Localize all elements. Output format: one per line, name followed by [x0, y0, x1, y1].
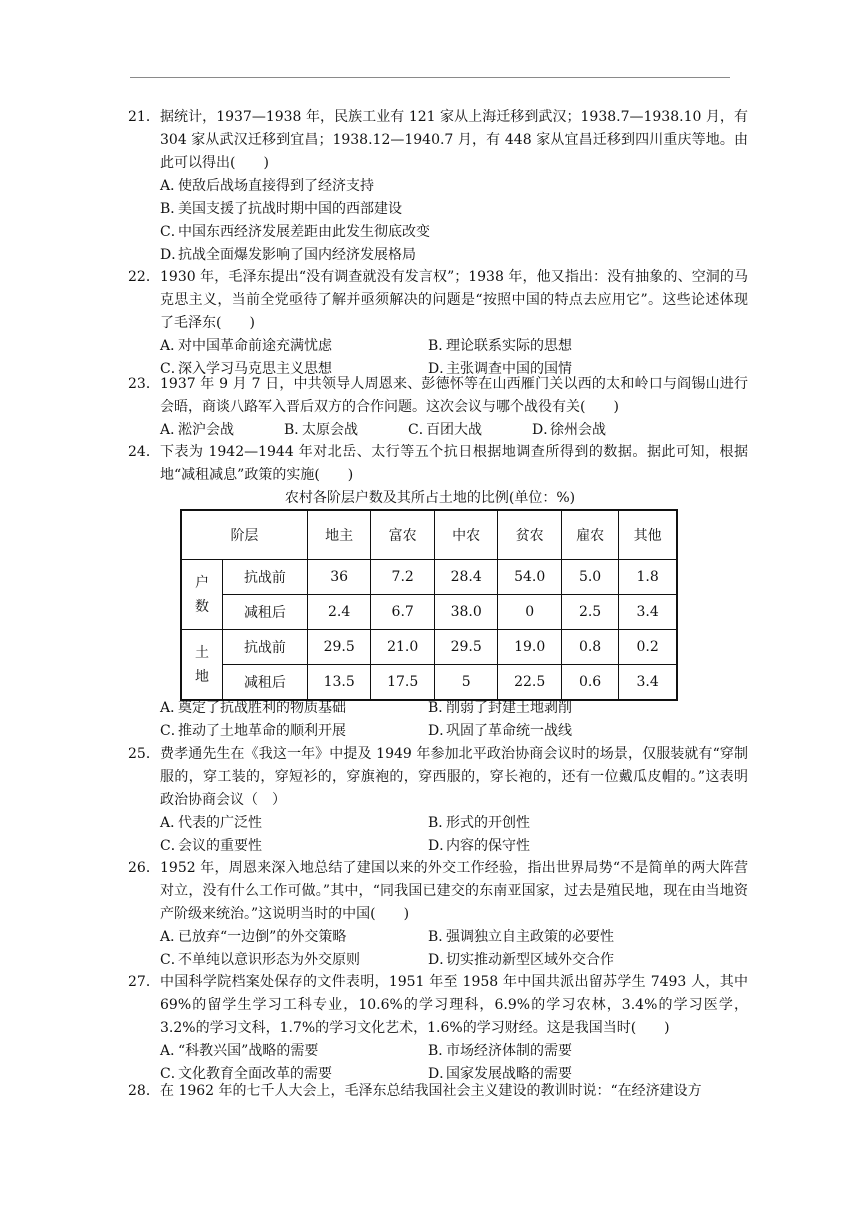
option-c[interactable]: C．会议的重要性: [160, 838, 262, 854]
option-a[interactable]: A．“科教兴国”战略的需要: [160, 1043, 319, 1059]
table-cell: 5: [434, 665, 498, 701]
question-24-options: [128, 697, 748, 743]
option-a[interactable]: A． 使敌后战场直接得到了经济支持: [160, 178, 374, 194]
table-cell: 0: [498, 595, 562, 630]
question-number: 21．: [128, 109, 160, 125]
table-cell: 19.0: [498, 630, 562, 665]
table-row: [181, 595, 677, 630]
table-row: [181, 665, 677, 701]
option-d[interactable]: D．切实推动新型区域外交合作: [428, 952, 614, 968]
question-number: 28．: [128, 1083, 160, 1099]
question-23: [128, 373, 748, 442]
header-rule: [130, 77, 730, 78]
question-28: [128, 1080, 748, 1103]
row-label: 抗战前: [223, 560, 308, 595]
table-cell: 29.5: [434, 630, 498, 665]
option-b[interactable]: B．削弱了封建土地剥削: [428, 700, 572, 716]
table-cell: 1.8: [619, 560, 677, 595]
question-number: 27．: [128, 974, 160, 990]
table-header-cell: 贫农: [498, 510, 562, 560]
table-cell: 0.8: [561, 630, 618, 665]
question-stem: 1937 年 9 月 7 日，中共领导人周恩来、彭德怀等在山西雁门关以西的太和岭口与阎锡山进行会晤，商谈八路军入晋后双方的合作问题。这次会议与哪个战役有关( ): [160, 376, 748, 415]
question-stem: 据统计，1937—1938 年，民族工业有 121 家从上海迁移到武汉；1938.7—1938.10 月，有 304 家从武汉迁移到宜昌；1938.12—1940.7 月，有 448 家从宜昌迁移到四川重庆等地。由此可以得出( ): [160, 109, 748, 171]
option-d[interactable]: D．徐州会战: [532, 422, 606, 438]
option-d[interactable]: D．主张调查中国的国情: [428, 361, 572, 377]
option-b[interactable]: B．形式的开创性: [428, 815, 530, 831]
table-cell: 2.4: [307, 595, 371, 630]
question-24: [128, 441, 748, 487]
question-stem: 在 1962 年的七千人大会上，毛泽东总结我国社会主义建设的教训时说：“在经济建设方: [160, 1083, 702, 1099]
options: [160, 697, 748, 743]
question-21: [128, 106, 748, 267]
option-c[interactable]: C．推动了土地革命的顺利开展: [160, 723, 346, 739]
table-cell: 2.5: [561, 595, 618, 630]
question-number: 23．: [128, 376, 160, 392]
option-c[interactable]: C．不单纯以意识形态为外交原则: [160, 952, 360, 968]
table-cell: 7.2: [371, 560, 435, 595]
table-header-cell: 地主: [307, 510, 371, 560]
question-stem: 1952 年，周恩来深入地总结了建国以来的外交工作经验，指出世界局势“不是简单的两大阵营对立，没有什么工作可做。”其中，“同我国已建交的东南亚国家，过去是殖民地，现在由当地资产阶级来统治。”这说明当时的中国( ): [160, 860, 748, 922]
table-cell: 3.4: [619, 595, 677, 630]
option-b[interactable]: B．理论联系实际的思想: [428, 338, 572, 354]
table-header-row: [181, 510, 677, 560]
table-cell: 28.4: [434, 560, 498, 595]
question-25: [128, 743, 748, 858]
question-stem: 中国科学院档案处保存的文件表明，1951 年至 1958 年中国共派出留苏学生 7493 人，其中 69%的留学生学习工科专业，10.6%的学习理科，6.9%的学习农林，3.4%的学习医学，3.2%的学习文科，1.7%的学习文化艺术，1.6%的学习财经。这是我国当时( ): [160, 974, 748, 1036]
table-cell: 29.5: [307, 630, 371, 665]
table-cell: 0.6: [561, 665, 618, 701]
table-cell: 6.7: [371, 595, 435, 630]
row-label: 减租后: [223, 595, 308, 630]
options: [160, 175, 748, 267]
options: [160, 926, 748, 972]
table-cell: 36: [307, 560, 371, 595]
table-cell: 38.0: [434, 595, 498, 630]
option-d[interactable]: D．国家发展战略的需要: [428, 1066, 572, 1082]
table-row: [181, 630, 677, 665]
table-cell: 0.2: [619, 630, 677, 665]
question-stem: 1930 年，毛泽东提出“没有调查就没有发言权”；1938 年，他又指出：没有抽象的、空洞的马克思主义，当前全党亟待了解并亟须解决的问题是“按照中国的特点去应用它”。这些论述体现了毛泽东( ): [160, 269, 748, 331]
question-22: [128, 266, 748, 381]
question-27: [128, 971, 748, 1086]
option-d[interactable]: D．内容的保守性: [428, 838, 530, 854]
question-26: [128, 857, 748, 972]
option-a[interactable]: A．淞沪会战: [160, 422, 234, 438]
options: [160, 419, 748, 442]
data-table: [180, 509, 678, 701]
option-c[interactable]: C． 中国东西经济发展差距由此发生彻底改变: [160, 224, 430, 240]
group-label: 户 数: [181, 560, 223, 630]
option-d[interactable]: D． 抗战全面爆发影响了国内经济发展格局: [160, 247, 416, 263]
table-cell: 13.5: [307, 665, 371, 701]
option-b[interactable]: B． 美国支援了抗战时期中国的西部建设: [160, 201, 402, 217]
table-header-cell: 其他: [619, 510, 677, 560]
question-number: 22．: [128, 269, 160, 285]
option-a[interactable]: A．已放弃“一边倒”的外交策略: [160, 929, 347, 945]
option-c[interactable]: C．文化教育全面改革的需要: [160, 1066, 332, 1082]
option-d[interactable]: D．巩固了革命统一战线: [428, 723, 572, 739]
row-label: 抗战前: [223, 630, 308, 665]
table-caption: 农村各阶层户数及其所占土地的比例(单位：%): [284, 490, 576, 506]
option-b[interactable]: B．市场经济体制的需要: [428, 1043, 572, 1059]
table-cell: 5.0: [561, 560, 618, 595]
group-label: 土 地: [181, 630, 223, 701]
option-a[interactable]: A．奠定了抗战胜利的物质基础: [160, 700, 346, 716]
option-b[interactable]: B．强调独立自主政策的必要性: [428, 929, 614, 945]
question-number: 26．: [128, 860, 160, 876]
table-cell: 17.5: [371, 665, 435, 701]
question-stem: 下表为 1942—1944 年对北岳、太行等五个抗日根据地调查所得到的数据。据此可知，根据地“减租减息”政策的实施( ): [160, 444, 748, 483]
option-b[interactable]: B．太原会战: [284, 422, 358, 438]
table-header-cell: 富农: [371, 510, 435, 560]
question-number: 24．: [128, 444, 160, 460]
option-c[interactable]: C．深入学习马克思主义思想: [160, 361, 332, 377]
option-c[interactable]: C．百团大战: [408, 422, 482, 438]
table-row: [181, 560, 677, 595]
options: [160, 812, 748, 858]
question-number: 25．: [128, 746, 160, 762]
table-cell: 21.0: [371, 630, 435, 665]
row-label: 减租后: [223, 665, 308, 701]
table-cell: 54.0: [498, 560, 562, 595]
table-header-cell: 雇农: [561, 510, 618, 560]
table-cell: 3.4: [619, 665, 677, 701]
option-a[interactable]: A．代表的广泛性: [160, 815, 262, 831]
table-header-cell: 中农: [434, 510, 498, 560]
table-cell: 22.5: [498, 665, 562, 701]
question-stem: 费孝通先生在《我这一年》中提及 1949 年参加北平政治协商会议时的场景，仅服装就有“穿制服的，穿工装的，穿短衫的，穿旗袍的，穿西服的，穿长袍的，还有一位戴瓜皮帽的。”这表明政治协商会议（ ）: [160, 746, 748, 808]
table-header-cell: 阶层: [181, 510, 307, 560]
option-a[interactable]: A．对中国革命前途充满忧虑: [160, 338, 332, 354]
